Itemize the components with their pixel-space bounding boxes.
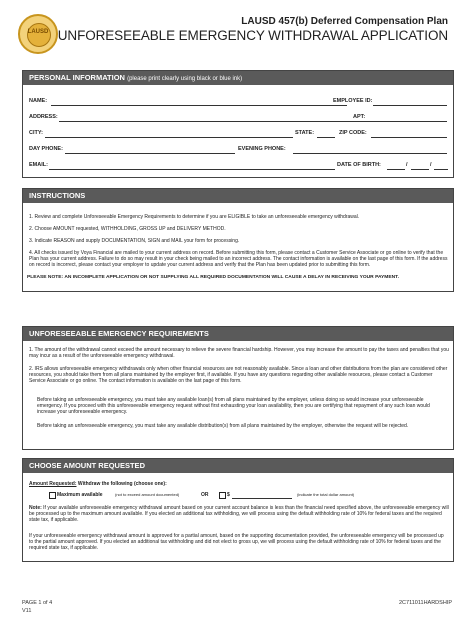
dob-separator: / <box>406 162 408 168</box>
form-version: V11 <box>22 608 32 614</box>
dob-day-field[interactable] <box>411 169 429 170</box>
instruction-item: 3. Indicate REASON and supply DOCUMENTATION, SIGN and MAIL your form for processing. <box>29 238 240 244</box>
requirement-item: 2. IRS allows unforeseeable emergency withdrawals only when other financial resources are not reasonably available. Since a loan and other distributions from the plan are considered other resources, you should take them from all plans maintained by the employer first, if available. If you have any questions regarding other available resources, please contact a Customer Service Associate or go online. The contact information is available on the last page of this form. <box>29 366 448 385</box>
form-title: UNFORESEEABLE EMERGENCY WITHDRAWAL APPLICATION <box>57 28 448 43</box>
section-title: CHOOSE AMOUNT REQUESTED <box>29 461 145 470</box>
or-label: OR <box>201 492 209 498</box>
date-of-birth-label: DATE OF BIRTH: <box>337 162 381 168</box>
dollar-amount-note: (indicate the total dollar amount) <box>297 492 355 497</box>
apt-label: APT: <box>353 114 366 120</box>
note-label: Note: <box>29 505 42 511</box>
requirements-section <box>22 326 454 450</box>
instruction-item: 4. All checks issued by Voya Financial are mailed to your current address on record. Before submitting this form, please contact a Customer Service Associate or go online to verify that the Plan has your current address. Failure to do so may result in your check being mailed to an incorrect address. The contact information is available on the last page of this form. If the address on record is incorrect, please contact your employer to update your current address and verify that the Plan has been updated prior to submitting this form. <box>29 250 448 269</box>
address-label: ADDRESS: <box>29 114 58 120</box>
page-number: PAGE 1 of 4 <box>22 600 53 606</box>
logo-text: LAUSD <box>27 29 49 35</box>
partial-approval-paragraph: If your unforeseeable emergency withdrawal amount is approved for a partial amount, based on the supporting documentation provided, the unforeseeable emergency will be processed up to the partial amount approved. If you elected an additional tax withholding and did not elect to gross up, we will process using the default withholding rate of 10% for federal taxes and the required state tax, if applicable. <box>29 533 444 552</box>
loan-requirement-paragraph: Before taking an unforeseeable emergency, you must take any available loan(s) from all plans maintained by the employer, unless doing so would increase your unforeseeable emergency. If you proceed with this unforeseeable emergency request without first exhausting your loan availability, then you are certifying that repayment of any such loan would increase your unforeseeable emergency. <box>37 397 430 416</box>
email-field[interactable] <box>49 169 335 170</box>
state-label: STATE: <box>295 130 315 136</box>
evening-phone-field[interactable] <box>293 153 447 154</box>
state-field[interactable] <box>317 137 335 138</box>
instructions-section <box>22 188 454 292</box>
instruction-item: 1. Review and complete Unforeseeable Emergency Requirements to determine if you are ELIGIBLE to take an unforeseeable emergency withdrawal. <box>29 214 360 220</box>
personal-information-section <box>22 70 454 178</box>
email-label: EMAIL: <box>29 162 48 168</box>
amount-requested-header <box>23 459 453 473</box>
apt-field[interactable] <box>369 121 447 122</box>
lausd-seal-logo <box>18 14 58 54</box>
amount-requested-label: Amount Requested: <box>29 481 77 487</box>
note-text: If your available unforeseeable emergency withdrawal amount based on your current account balance is less than the financial need specified above, the unforeseeable emergency will be processed up to the maximum amount available. If you elected an additional tax withholding, we will process using the default withholding rate of 10% for federal taxes and the required state tax, if applicable. <box>29 505 449 524</box>
maximum-available-note: (not to exceed amount documented) <box>115 492 180 497</box>
section-title: UNFORESEEABLE EMERGENCY REQUIREMENTS <box>29 329 209 338</box>
maximum-available-label: Maximum available <box>57 492 103 498</box>
amount-requested-instruction <box>29 481 329 487</box>
instructions-header <box>23 189 453 203</box>
dob-month-field[interactable] <box>387 169 405 170</box>
name-field[interactable] <box>51 105 347 106</box>
day-phone-label: DAY PHONE: <box>29 146 63 152</box>
city-label: CITY: <box>29 130 43 136</box>
distribution-requirement-paragraph: Before taking an unforeseeable emergency, you must take any available distribution(s) from all plans maintained by the employer, otherwise the request will be rejected. <box>37 423 409 429</box>
dollar-sign: $ <box>227 492 230 498</box>
day-phone-field[interactable] <box>65 153 235 154</box>
section-title: INSTRUCTIONS <box>29 191 86 200</box>
personal-information-header <box>23 71 453 85</box>
dob-year-field[interactable] <box>434 169 448 170</box>
withdraw-following-label: Withdraw the following (choose one): <box>77 481 167 487</box>
amount-note <box>29 505 449 524</box>
zip-label: ZIP CODE: <box>339 130 367 136</box>
requirement-item: 1. The amount of the withdrawal cannot exceed the amount necessary to relieve the severe financial hardship. However, you may increase the amount to pay the taxes and penalties that you may incur as a result of the unforeseeable emergency withdrawal. <box>29 347 449 360</box>
requirements-header <box>23 327 453 341</box>
form-code: 2C711011HARDSHIP <box>399 600 452 606</box>
section-note: (please print clearly using black or blue ink) <box>127 76 243 82</box>
dollar-amount-field[interactable] <box>232 498 292 499</box>
instruction-item: 2. Choose AMOUNT requested, WITHHOLDING, GROSS UP and DELIVERY METHOD. <box>29 226 226 232</box>
maximum-available-checkbox[interactable] <box>49 492 56 499</box>
zip-field[interactable] <box>371 137 447 138</box>
employee-id-label: EMPLOYEE ID: <box>333 98 373 104</box>
city-field[interactable] <box>45 137 293 138</box>
address-field[interactable] <box>59 121 369 122</box>
employee-id-field[interactable] <box>373 105 447 106</box>
plan-title: LAUSD 457(b) Deferred Compensation Plan <box>241 16 448 27</box>
amount-requested-section <box>22 458 454 562</box>
evening-phone-label: EVENING PHONE: <box>238 146 286 152</box>
incomplete-application-note: PLEASE NOTE: AN INCOMPLETE APPLICATION OR NOT SUPPLYING ALL REQUIRED DOCUMENTATION WILL CAUSE A DELAY IN RECEIVING YOUR PAYMENT. <box>27 275 399 280</box>
dob-separator: / <box>430 162 432 168</box>
dollar-amount-checkbox[interactable] <box>219 492 226 499</box>
name-label: NAME: <box>29 98 48 104</box>
section-title: PERSONAL INFORMATION <box>29 73 125 82</box>
